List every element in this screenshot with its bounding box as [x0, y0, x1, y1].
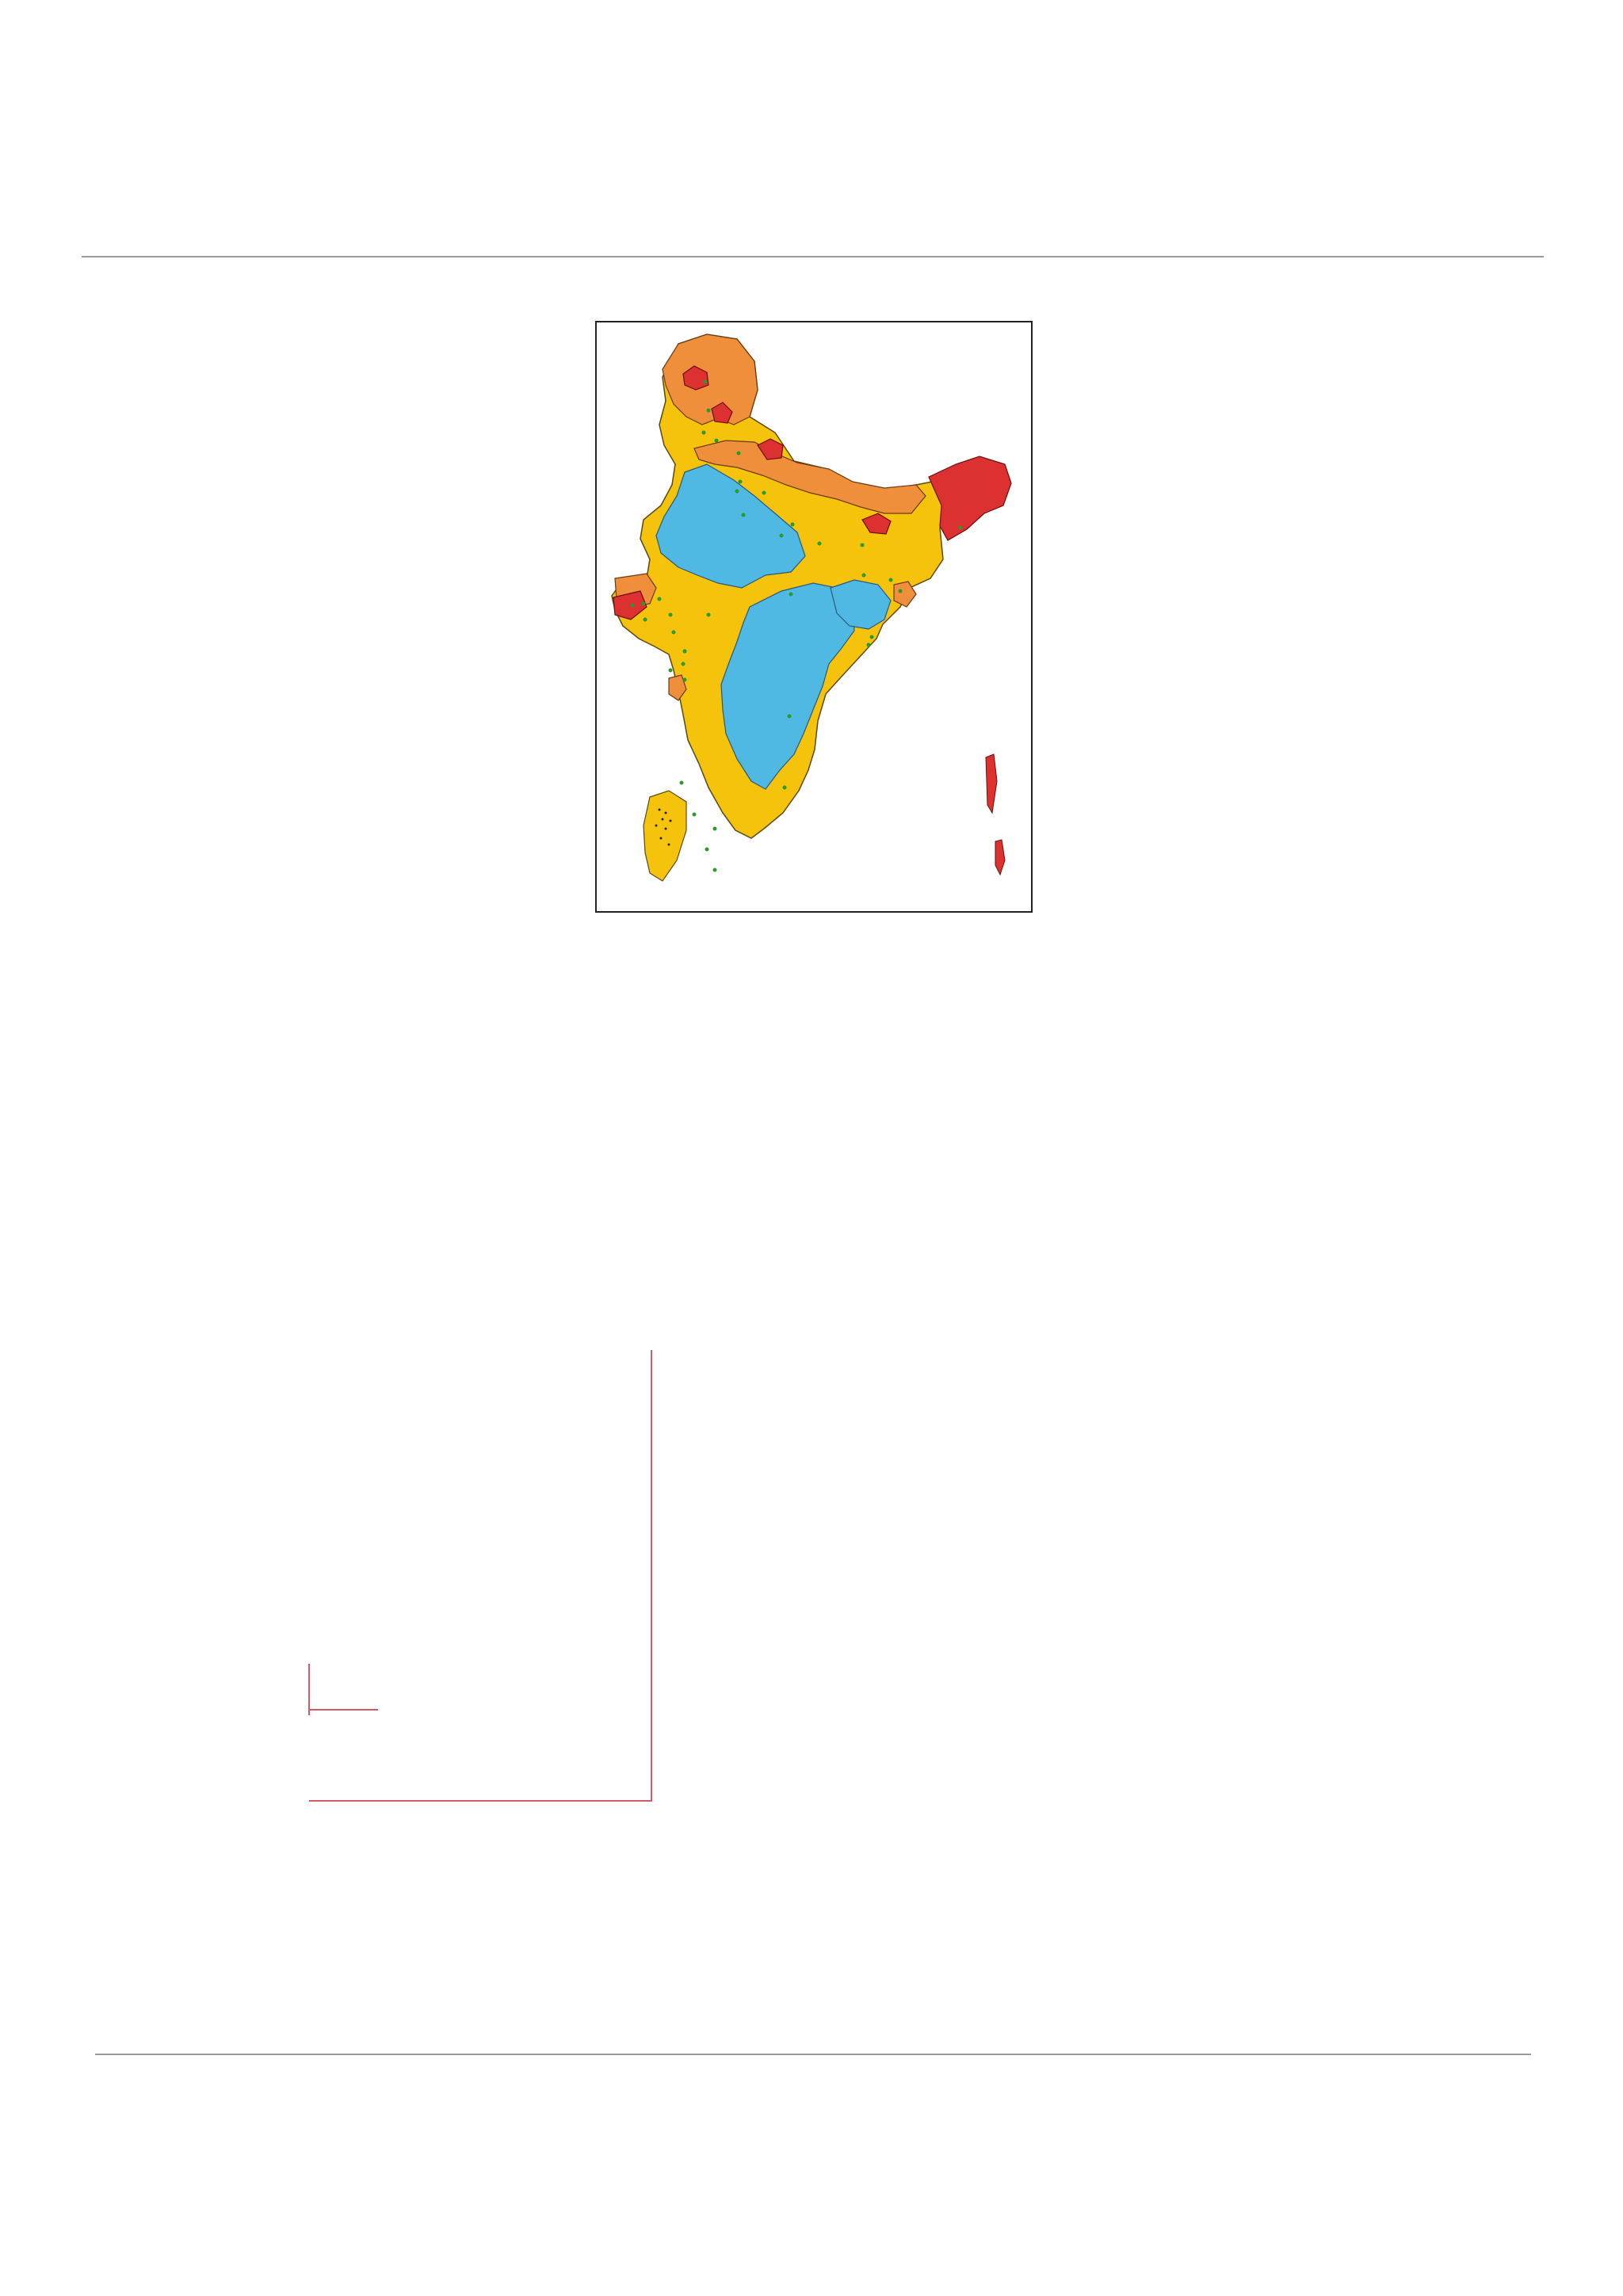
frame-3d-model — [829, 1315, 1336, 1830]
floor-plan-grid — [293, 1331, 721, 1830]
plan-dimension-lines — [309, 1350, 651, 1801]
india-seismic-map — [567, 306, 1059, 928]
header-rule — [82, 256, 1544, 257]
footer-rule — [95, 2054, 1531, 2055]
